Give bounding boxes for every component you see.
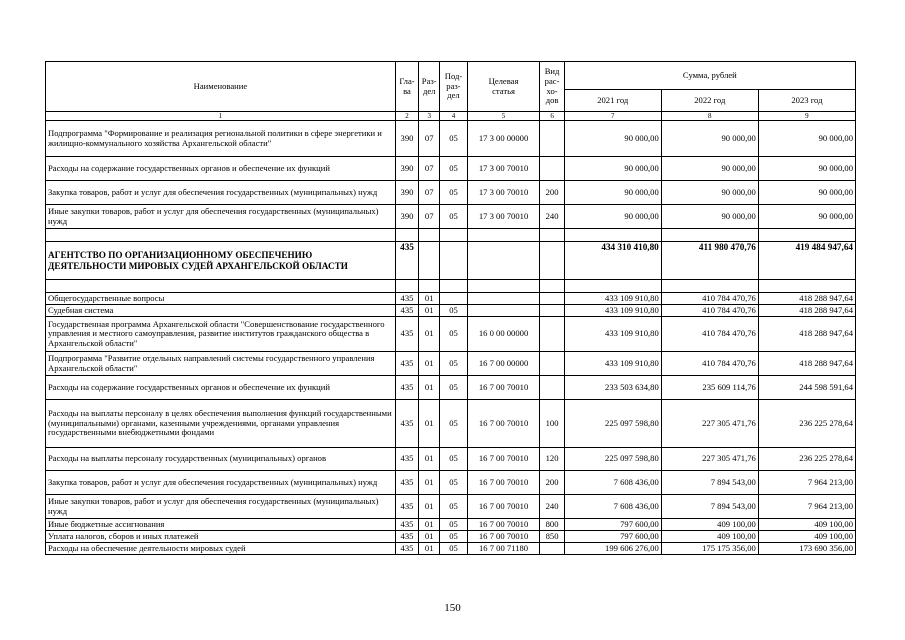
row-name: Иные бюджетные ассигнования — [46, 519, 396, 531]
spacer-cell — [46, 280, 396, 293]
row-target: 16 7 00 70010 — [467, 400, 540, 448]
spacer-cell — [661, 229, 758, 242]
row-vid: 240 — [540, 205, 564, 229]
row-razdel: 01 — [419, 448, 440, 471]
row-vid — [540, 317, 564, 352]
row-glava: 390 — [395, 157, 418, 181]
row-razdel: 01 — [419, 495, 440, 519]
row-razdel — [419, 242, 440, 280]
row-glava: 435 — [395, 448, 418, 471]
row-vid: 200 — [540, 181, 564, 205]
table-row — [46, 305, 856, 317]
spacer-cell — [758, 229, 855, 242]
row-name: Подпрограмма "Развитие отдельных направлений системы государственного управления Архангельской области" — [46, 352, 396, 376]
col-num: 2 — [395, 112, 418, 121]
row-sum-2023: 236 225 278,64 — [758, 448, 855, 471]
row-name: Расходы на содержание государственных органов и обеспечение их функций — [46, 157, 396, 181]
row-podrazdel: 05 — [440, 495, 467, 519]
row-sum-2022: 410 784 470,76 — [661, 352, 758, 376]
spacer-cell — [419, 229, 440, 242]
header-2021: 2021 год — [564, 90, 661, 112]
row-razdel: 07 — [419, 181, 440, 205]
row-vid — [540, 543, 564, 555]
column-number-row — [46, 112, 856, 121]
row-sum-2022: 7 894 543,00 — [661, 471, 758, 495]
row-target: 16 7 00 70010 — [467, 531, 540, 543]
row-podrazdel: 05 — [440, 543, 467, 555]
row-sum-2022: 90 000,00 — [661, 157, 758, 181]
spacer-cell — [564, 280, 661, 293]
row-podrazdel: 05 — [440, 519, 467, 531]
spacer-cell — [540, 280, 564, 293]
row-target: 16 7 00 70010 — [467, 495, 540, 519]
row-razdel: 01 — [419, 531, 440, 543]
row-glava: 435 — [395, 400, 418, 448]
row-podrazdel: 05 — [440, 471, 467, 495]
row-razdel: 01 — [419, 352, 440, 376]
row-sum-2023: 236 225 278,64 — [758, 400, 855, 448]
row-target — [467, 242, 540, 280]
row-sum-2021: 7 608 436,00 — [564, 495, 661, 519]
row-sum-2023: 244 598 591,64 — [758, 376, 855, 400]
row-target — [467, 293, 540, 305]
row-razdel: 01 — [419, 400, 440, 448]
spacer-row — [46, 229, 856, 242]
row-razdel: 01 — [419, 317, 440, 352]
row-name: АГЕНТСТВО ПО ОРГАНИЗАЦИОННОМУ ОБЕСПЕЧЕНИЮ ДЕЯТЕЛЬНОСТИ МИРОВЫХ СУДЕЙ АРХАНГЕЛЬСКОЙ ОБЛАСТИ — [46, 242, 396, 280]
row-glava: 435 — [395, 293, 418, 305]
row-podrazdel: 05 — [440, 205, 467, 229]
row-sum-2022: 90 000,00 — [661, 121, 758, 157]
spacer-cell — [540, 229, 564, 242]
row-target: 17 3 00 00000 — [467, 121, 540, 157]
header-glava: Гла- ва — [395, 62, 418, 112]
spacer-cell — [758, 280, 855, 293]
table-row — [46, 157, 856, 181]
row-target: 17 3 00 70010 — [467, 205, 540, 229]
row-target: 16 0 00 00000 — [467, 317, 540, 352]
row-razdel: 01 — [419, 543, 440, 555]
row-razdel: 07 — [419, 157, 440, 181]
col-num: 5 — [467, 112, 540, 121]
row-sum-2023: 90 000,00 — [758, 181, 855, 205]
row-podrazdel: 05 — [440, 531, 467, 543]
table-row — [46, 317, 856, 352]
spacer-cell — [467, 229, 540, 242]
row-razdel: 07 — [419, 205, 440, 229]
row-sum-2021: 90 000,00 — [564, 157, 661, 181]
row-sum-2023: 418 288 947,64 — [758, 293, 855, 305]
table-row — [46, 448, 856, 471]
row-podrazdel — [440, 242, 467, 280]
row-target: 17 3 00 70010 — [467, 181, 540, 205]
row-sum-2023: 7 964 213,00 — [758, 495, 855, 519]
row-sum-2021: 433 109 910,80 — [564, 352, 661, 376]
row-vid: 850 — [540, 531, 564, 543]
row-sum-2022: 410 784 470,76 — [661, 293, 758, 305]
row-sum-2022: 410 784 470,76 — [661, 317, 758, 352]
header-target: Целевая статья — [467, 62, 540, 112]
row-target: 16 7 00 70010 — [467, 448, 540, 471]
row-sum-2021: 434 310 410,80 — [564, 242, 661, 280]
row-target — [467, 305, 540, 317]
row-name: Закупка товаров, работ и услуг для обеспечения государственных (муниципальных) нужд — [46, 471, 396, 495]
header-2022: 2022 год — [661, 90, 758, 112]
row-target: 16 7 00 71180 — [467, 543, 540, 555]
row-vid: 240 — [540, 495, 564, 519]
row-razdel: 01 — [419, 305, 440, 317]
page-number: 150 — [444, 602, 461, 614]
row-vid — [540, 157, 564, 181]
col-num: 7 — [564, 112, 661, 121]
table-row — [46, 531, 856, 543]
spacer-cell — [395, 229, 418, 242]
row-name: Уплата налогов, сборов и иных платежей — [46, 531, 396, 543]
spacer-cell — [467, 280, 540, 293]
row-sum-2023: 7 964 213,00 — [758, 471, 855, 495]
row-sum-2023: 409 100,00 — [758, 531, 855, 543]
budget-table — [45, 61, 856, 555]
row-name: Государственная программа Архангельской области "Совершенствование государственного управления и местного самоуправления, развитие институтов гражданского общества в Архангельской области" — [46, 317, 396, 352]
table-row — [46, 471, 856, 495]
row-sum-2023: 418 288 947,64 — [758, 352, 855, 376]
row-glava: 435 — [395, 519, 418, 531]
row-sum-2021: 225 097 598,80 — [564, 400, 661, 448]
spacer-cell — [440, 280, 467, 293]
row-podrazdel: 05 — [440, 400, 467, 448]
row-sum-2021: 797 600,00 — [564, 519, 661, 531]
row-vid — [540, 242, 564, 280]
table-row — [46, 181, 856, 205]
row-name: Закупка товаров, работ и услуг для обеспечения государственных (муниципальных) нужд — [46, 181, 396, 205]
row-sum-2023: 418 288 947,64 — [758, 317, 855, 352]
col-num: 1 — [46, 112, 396, 121]
row-sum-2021: 233 503 634,80 — [564, 376, 661, 400]
row-podrazdel: 05 — [440, 352, 467, 376]
spacer-cell — [661, 280, 758, 293]
row-sum-2022: 7 894 543,00 — [661, 495, 758, 519]
row-name: Расходы на выплаты персоналу в целях обеспечения выполнения функций государственными (муниципальными) органами, казенными учреждениями, органами управления государственными внебюджетными фондами — [46, 400, 396, 448]
row-sum-2022: 235 609 114,76 — [661, 376, 758, 400]
row-podrazdel: 05 — [440, 317, 467, 352]
table-row — [46, 376, 856, 400]
row-razdel: 01 — [419, 519, 440, 531]
header-vid: Вид рас- хо- дов — [540, 62, 564, 112]
row-sum-2021: 7 608 436,00 — [564, 471, 661, 495]
row-sum-2023: 173 690 356,00 — [758, 543, 855, 555]
row-sum-2022: 410 784 470,76 — [661, 305, 758, 317]
row-target: 16 7 00 70010 — [467, 376, 540, 400]
table-row — [46, 495, 856, 519]
row-name: Иные закупки товаров, работ и услуг для обеспечения государственных (муниципальных) нужд — [46, 205, 396, 229]
col-num: 4 — [440, 112, 467, 121]
row-target: 16 7 00 70010 — [467, 471, 540, 495]
row-sum-2021: 90 000,00 — [564, 181, 661, 205]
row-razdel: 01 — [419, 376, 440, 400]
row-sum-2021: 433 109 910,80 — [564, 305, 661, 317]
header-podrazdel: Под- раз- дел — [440, 62, 467, 112]
spacer-row — [46, 280, 856, 293]
row-glava: 435 — [395, 376, 418, 400]
row-podrazdel: 05 — [440, 181, 467, 205]
row-razdel: 01 — [419, 293, 440, 305]
col-num: 8 — [661, 112, 758, 121]
header-name: Наименование — [46, 62, 396, 112]
row-sum-2022: 411 980 470,76 — [661, 242, 758, 280]
row-glava: 435 — [395, 317, 418, 352]
row-target: 16 7 00 70010 — [467, 519, 540, 531]
row-name: Расходы на обеспечение деятельности мировых судей — [46, 543, 396, 555]
table-row — [46, 205, 856, 229]
row-glava: 435 — [395, 305, 418, 317]
row-name: Судебная система — [46, 305, 396, 317]
row-sum-2021: 225 097 598,80 — [564, 448, 661, 471]
row-vid — [540, 376, 564, 400]
row-vid — [540, 121, 564, 157]
row-sum-2022: 90 000,00 — [661, 181, 758, 205]
col-num: 6 — [540, 112, 564, 121]
table-body — [46, 121, 856, 555]
row-sum-2021: 90 000,00 — [564, 121, 661, 157]
table-row — [46, 543, 856, 555]
row-podrazdel — [440, 293, 467, 305]
row-name: Подпрограмма "Формирование и реализация региональной политики в сфере энергетики и жилищно-коммунального хозяйства Архангельской области" — [46, 121, 396, 157]
spacer-cell — [419, 280, 440, 293]
row-name: Расходы на содержание государственных органов и обеспечение их функций — [46, 376, 396, 400]
spacer-cell — [440, 229, 467, 242]
row-sum-2023: 419 484 947,64 — [758, 242, 855, 280]
row-glava: 435 — [395, 242, 418, 280]
row-name: Общегосударственные вопросы — [46, 293, 396, 305]
row-target: 16 7 00 00000 — [467, 352, 540, 376]
row-glava: 435 — [395, 352, 418, 376]
row-podrazdel: 05 — [440, 376, 467, 400]
table-row — [46, 519, 856, 531]
row-sum-2023: 90 000,00 — [758, 157, 855, 181]
row-glava: 390 — [395, 205, 418, 229]
row-razdel: 01 — [419, 471, 440, 495]
row-sum-2023: 418 288 947,64 — [758, 305, 855, 317]
row-glava: 435 — [395, 531, 418, 543]
row-vid: 200 — [540, 471, 564, 495]
col-num: 9 — [758, 112, 855, 121]
row-vid — [540, 305, 564, 317]
row-sum-2023: 90 000,00 — [758, 205, 855, 229]
row-sum-2021: 433 109 910,80 — [564, 293, 661, 305]
table-row — [46, 352, 856, 376]
row-sum-2023: 409 100,00 — [758, 519, 855, 531]
col-num: 3 — [419, 112, 440, 121]
table-row — [46, 121, 856, 157]
spacer-cell — [46, 229, 396, 242]
row-vid — [540, 293, 564, 305]
row-sum-2021: 433 109 910,80 — [564, 317, 661, 352]
spacer-cell — [564, 229, 661, 242]
row-podrazdel: 05 — [440, 157, 467, 181]
row-glava: 435 — [395, 495, 418, 519]
row-sum-2022: 227 305 471,76 — [661, 400, 758, 448]
row-sum-2021: 797 600,00 — [564, 531, 661, 543]
row-glava: 435 — [395, 543, 418, 555]
row-sum-2022: 409 100,00 — [661, 531, 758, 543]
row-sum-2023: 90 000,00 — [758, 121, 855, 157]
row-glava: 435 — [395, 471, 418, 495]
agency-row — [46, 242, 856, 280]
header-razdel: Раз- дел — [419, 62, 440, 112]
row-name: Расходы на выплаты персоналу государственных (муниципальных) органов — [46, 448, 396, 471]
spacer-cell — [395, 280, 418, 293]
row-glava: 390 — [395, 121, 418, 157]
row-glava: 390 — [395, 181, 418, 205]
row-target: 17 3 00 70010 — [467, 157, 540, 181]
row-sum-2022: 409 100,00 — [661, 519, 758, 531]
row-razdel: 07 — [419, 121, 440, 157]
row-sum-2022: 175 175 356,00 — [661, 543, 758, 555]
header-sum: Сумма, рублей — [564, 62, 855, 90]
row-vid: 800 — [540, 519, 564, 531]
row-vid: 100 — [540, 400, 564, 448]
row-podrazdel: 05 — [440, 448, 467, 471]
header-2023: 2023 год — [758, 90, 855, 112]
row-sum-2021: 90 000,00 — [564, 205, 661, 229]
row-podrazdel: 05 — [440, 121, 467, 157]
row-sum-2022: 227 305 471,76 — [661, 448, 758, 471]
row-name: Иные закупки товаров, работ и услуг для обеспечения государственных (муниципальных) нужд — [46, 495, 396, 519]
row-sum-2021: 199 606 276,00 — [564, 543, 661, 555]
table-row — [46, 293, 856, 305]
table-row — [46, 400, 856, 448]
row-podrazdel: 05 — [440, 305, 467, 317]
row-vid: 120 — [540, 448, 564, 471]
row-sum-2022: 90 000,00 — [661, 205, 758, 229]
row-vid — [540, 352, 564, 376]
